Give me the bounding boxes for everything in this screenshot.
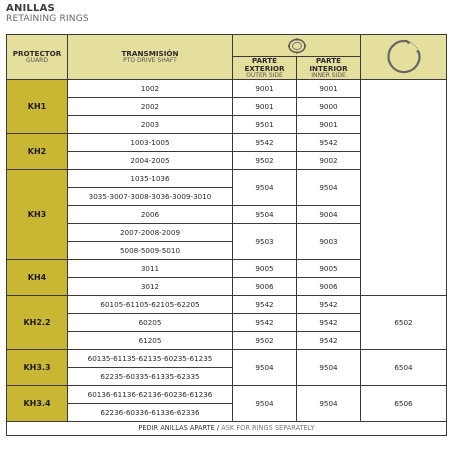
guard-ring-icon [286,37,308,55]
drive-cell: 60135-61135-62135-60235-61235 [68,350,233,368]
footer-es: PEDIR ANILLAS APARTE [138,424,215,433]
guard-kh4: KH4 [7,260,68,296]
inner-cell: 9005 [297,260,361,278]
drive-cell: 60105-61105-62105-62205 [68,296,233,314]
header-inner: PARTE INTERIOR INNER SIDE [297,57,361,80]
outer-cell: 9501 [233,116,297,134]
header-guard: PROTECTOR GUARD [7,35,68,80]
retaining-rings-table [6,34,447,436]
header-drive: TRANSMISIÓN PTO DRIVE SHAFT [68,35,233,80]
inner-cell: 9542 [297,296,361,314]
inner-cell: 9000 [297,98,361,116]
inner-cell: 9001 [297,116,361,134]
drive-cell: 2007-2008-2009 [68,224,233,242]
guard-kh2: KH2 [7,134,68,170]
outer-cell: 9006 [233,278,297,296]
inner-cell: 9504 [297,350,361,386]
drive-cell: 60136-61136-62136-60236-61236 [68,386,233,404]
inner-cell: 9001 [297,80,361,98]
footer-sep: / [214,424,222,433]
drive-cell: 61205 [68,332,233,350]
guard-kh3: KH3 [7,170,68,260]
drive-cell: 2004-2005 [68,152,233,170]
ring-cell: 6502 [361,296,447,350]
ring-cell: 6506 [361,386,447,422]
drive-cell: 3012 [68,278,233,296]
inner-cell: 9542 [297,314,361,332]
outer-cell: 9542 [233,314,297,332]
outer-cell: 9001 [233,80,297,98]
drive-cell: 3035-3007-3008-3036-3009-3010 [68,188,233,206]
outer-cell: 9542 [233,296,297,314]
outer-cell: 9502 [233,332,297,350]
inner-cell: 9542 [297,134,361,152]
header-retaining-ring-icon-cell [361,35,447,80]
guard-kh2-2: KH2.2 [7,296,68,350]
inner-cell: 9504 [297,386,361,422]
drive-cell: 5008-5009-5010 [68,242,233,260]
drive-cell: 2003 [68,116,233,134]
inner-cell: 9004 [297,206,361,224]
inner-cell: 9504 [297,170,361,206]
outer-cell: 9502 [233,152,297,170]
drive-cell: 60205 [68,314,233,332]
guard-kh3-4: KH3.4 [7,386,68,422]
page-subtitle: RETAINING RINGS [6,14,89,24]
guard-kh3-3: KH3.3 [7,350,68,386]
header-outer: PARTE EXTERIOR OUTER SIDE [233,57,297,80]
outer-cell: 9001 [233,98,297,116]
footer-note [7,422,447,436]
ring-empty-cell [361,80,447,296]
drive-cell: 2002 [68,98,233,116]
inner-cell: 9002 [297,152,361,170]
page-title: ANILLAS [6,3,55,14]
retaining-ring-icon [384,37,424,77]
outer-cell: 9542 [233,134,297,152]
drive-cell: 62236-60336-61336-62336 [68,404,233,422]
inner-cell: 9006 [297,278,361,296]
outer-cell: 9005 [233,260,297,278]
ring-cell: 6504 [361,350,447,386]
footer-en: ASK FOR RINGS SEPARATELY [221,424,315,433]
drive-cell: 3011 [68,260,233,278]
drive-cell: 1002 [68,80,233,98]
header-guard-ring-icon-cell [233,35,361,57]
drive-cell: 2006 [68,206,233,224]
inner-cell: 9003 [297,224,361,260]
drive-cell: 1035-1036 [68,170,233,188]
outer-cell: 9504 [233,170,297,206]
drive-cell: 62235-60335-61335-62335 [68,368,233,386]
outer-cell: 9504 [233,206,297,224]
outer-cell: 9504 [233,350,297,386]
inner-cell: 9542 [297,332,361,350]
outer-cell: 9504 [233,386,297,422]
drive-cell: 1003-1005 [68,134,233,152]
outer-cell: 9503 [233,224,297,260]
guard-kh1: KH1 [7,80,68,134]
